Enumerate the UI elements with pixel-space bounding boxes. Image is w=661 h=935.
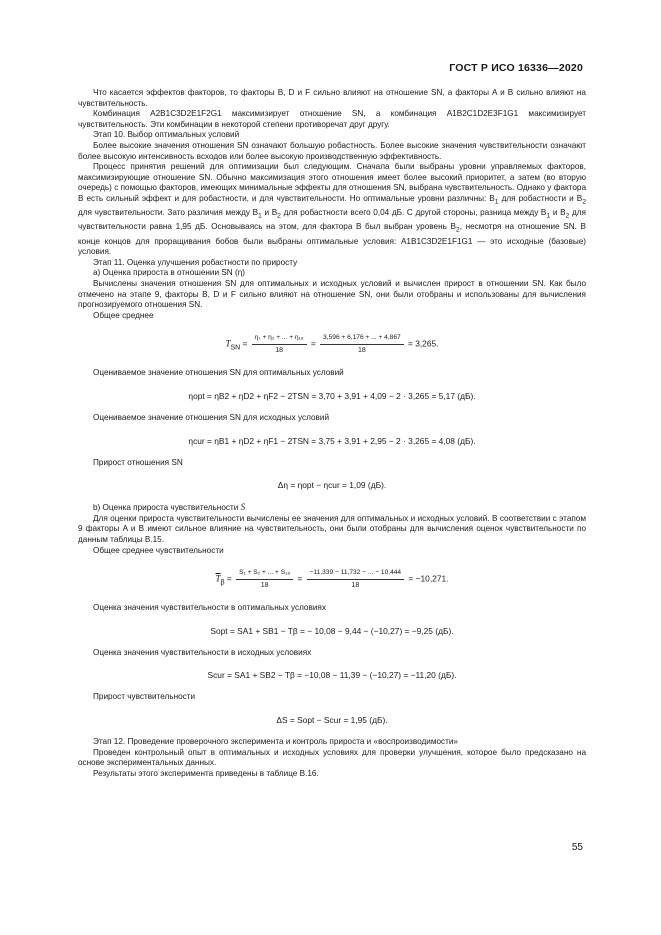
stage-heading: Этап 11. Оценка улучшения робастности по приросту (93, 257, 298, 267)
paragraph: Результаты этого эксперимента приведены в таблице B.16. (93, 768, 319, 778)
paragraph: Процесс принятия решений для оптимизации был следующим. Сначала были выбраны уровни управляемых факторов, максимизирующие отношение SN. Обычно максимизация этого отношения имеет более высокий приоритет, а затем (во вторую очередь) с помощью факторов, имеющих минимальные эффекты для отношения SN, выбрана чувствительность. Однако у фактора B есть сильный эффект и для робастности, и для чувствительности. Но оптимальные уровни различны: $B_1$ для робастности и $B_2$ для чувствительности. Зато различия между $B_1$ и $B_2$ для робастности всего 0,04 дБ. С другой стороны, разница между $B_1$ и $B_2$ для чувствительности равна 1,95 дБ. Основываясь на этом, для фактора B был выбран уровень $B_2$, несмотря на отношение SN. В конце концов для проращивания бобов были выбраны оптимальные условия: A1B1C3D2E1F1G1 — это исходные (базовые) условия. (78, 162, 586, 257)
formula-s-cur: Scur = SA1 + SB2 − Tβ = −10,08 − 11,39 − (−10,27) = −11,20 (дБ). (207, 670, 457, 681)
paragraph: Что касается эффектов факторов, то факторы B, D и F сильно влияют на отношение SN, а факторы A и B сильно влияют на чувствительность. (78, 88, 586, 108)
formula-delta-s: ΔS = Sopt − Scur = 1,95 (дБ). (276, 714, 388, 725)
paragraph: Оценка значения чувствительности в оптимальных условиях (93, 603, 326, 613)
page-body (78, 88, 586, 779)
subheading: а) Оценка прироста в отношении SN (η) (93, 268, 245, 278)
subheading: b) Оценка прироста чувствительности S (93, 502, 246, 513)
paragraph: Оцениваемое значение отношения SN для исходных условий (93, 412, 330, 422)
document-header: ГОСТ Р ИСО 16336—2020 (449, 62, 583, 74)
stage-heading: Этап 10. Выбор оптимальных условий (93, 130, 240, 140)
paragraph: Общее среднее чувствительности (93, 545, 224, 555)
paragraph: Оценка значения чувствительности в исходных условиях (93, 647, 312, 657)
formula-eta-opt: ηopt = ηB2 + ηD2 + ηF2 − 2TSN = 3,70 + 3,91 + 4,09 − 2 · 3,265 = 5,17 (дБ). (188, 390, 476, 401)
page-number: 55 (571, 842, 583, 853)
paragraph: Вычислены значения отношения SN для оптимальных и исходных условий и вычислен прирост в отношении SN. Как было отмечено на этапе 9, факторы B, D и F сильно влияют на отношение SN, они были отобраны и использованы для вычисления прогнозируемого отношения SN. (78, 279, 586, 310)
paragraph: Для оценки прироста чувствительности вычислены ее значения для оптимальных и исходных условий. В соответствии с этапом 9 факторы A и B имеют сильное влияние на чувствительность, они были отобраны для вычисления оценок чувствительности по данным таблицы B.15. (78, 513, 586, 544)
formula-grand-mean-sensitivity: $\overline{T}_\beta$ = $\frac{\text{S₁ + S₂ + ... + S₁₈}}{18}$ = $\frac{-11,339 - 11,732 - ... - 10,444}{18}$ = −10,271. (215, 569, 449, 590)
formula-s-opt: Sopt = SA1 + SB1 − Tβ = − 10,08 − 9,44 − (−10,27) = −9,25 (дБ). (210, 625, 454, 636)
paragraph: Общее среднее (93, 310, 154, 320)
paragraph: Прирост отношения SN (93, 457, 183, 467)
formula-delta-eta: Δη = ηopt − ηcur = 1,09 (дБ). (277, 480, 387, 491)
formula-grand-mean-sn: $T_{SN}$ = $\frac{\text{η₁ + η₂ + ... + η₁₈}}{18}$ = $\frac{3,596 + 6,176 + ... + 4,867}{18}$ = 3,265. (225, 334, 439, 355)
paragraph: Оцениваемое значение отношения SN для оптимальных условий (93, 368, 344, 378)
paragraph: Проведен контрольный опыт в оптимальных и исходных условиях для проверки улучшения, которое было предсказано на основе экспериментальных данных. (78, 747, 586, 768)
stage-heading: Этап 12. Проведение проверочного эксперимента и контроль прироста и «воспроизводимости» (93, 736, 458, 746)
paragraph: Комбинация A2B1C3D2E1F2G1 максимизирует отношение SN, а комбинация A1B2C1D2E3F1G1 максимизирует чувствительность. Эти комбинации в некоторой степени противоречат друг другу. (78, 109, 586, 129)
paragraph: Более высокие значения отношения SN означают большую робастность. Более высокие значения чувствительности означают более высокую интенсивность всходов или более высокую производственную эффективность. (78, 140, 586, 161)
formula-eta-cur: ηcur = ηB1 + ηD2 + ηF1 − 2TSN = 3,75 + 3,91 + 2,95 − 2 · 3,265 = 4,08 (дБ). (188, 435, 476, 446)
paragraph: Прирост чувствительности (93, 692, 196, 702)
